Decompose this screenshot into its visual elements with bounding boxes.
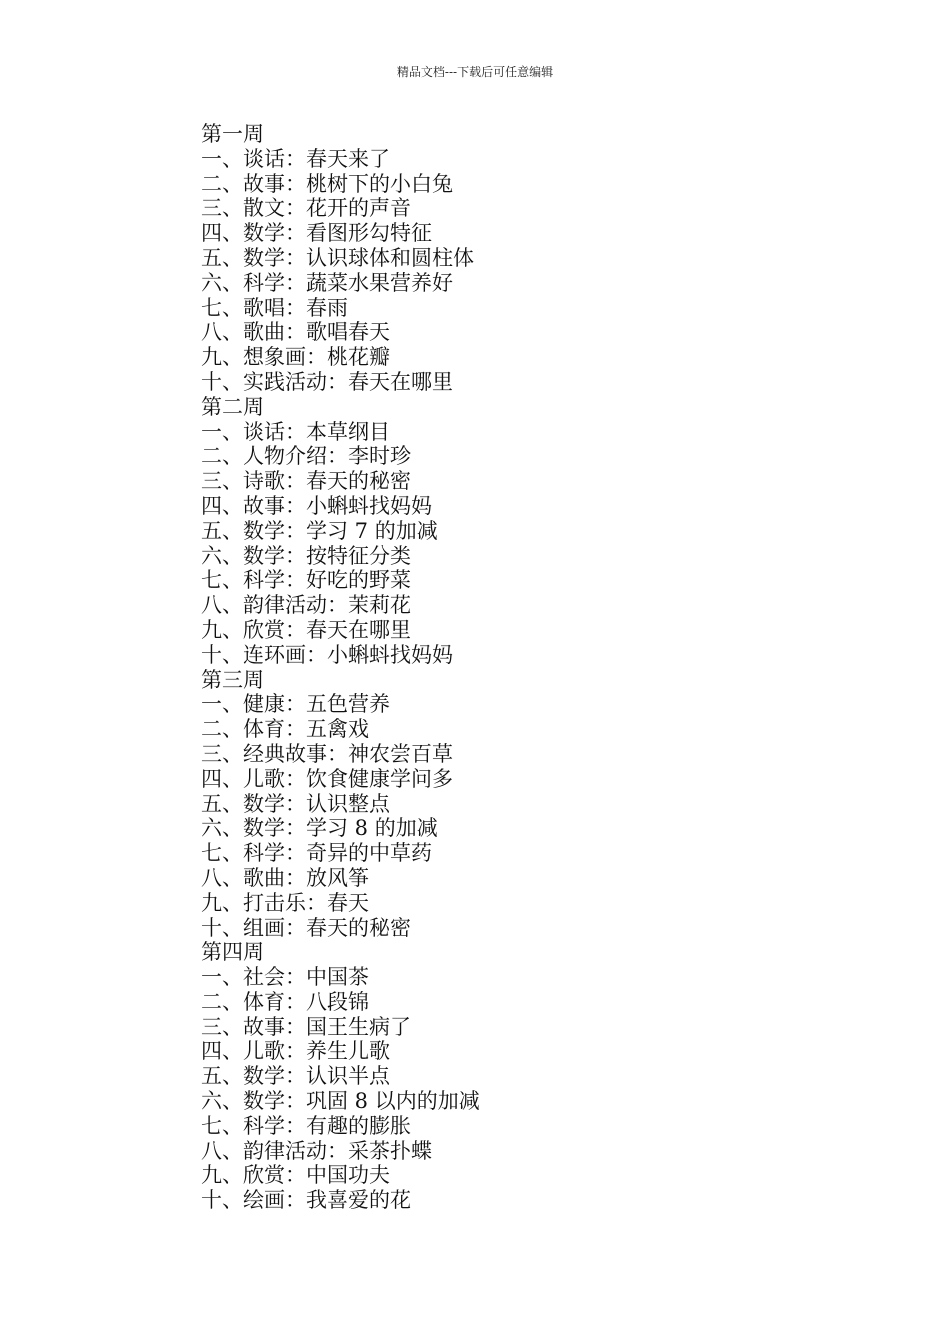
lesson-item: 十、绘画：我喜爱的花 — [201, 1188, 411, 1213]
lesson-item: 三、故事：国王生病了 — [201, 1014, 411, 1039]
lesson-item: 二、体育：八段锦 — [201, 989, 369, 1014]
lesson-item: 一、社会：中国茶 — [201, 965, 369, 990]
week-title: 第二周 — [201, 394, 264, 419]
lesson-item: 七、科学：有趣的膨胀 — [201, 1113, 411, 1138]
page-header-text: 精品文档---下载后可任意编辑 — [396, 65, 554, 79]
lesson-item: 三、经典故事：神农尝百草 — [201, 741, 453, 766]
lesson-item: 十、组画：春天的秘密 — [201, 915, 411, 940]
lesson-item: 二、体育：五禽戏 — [201, 717, 369, 742]
lesson-item: 六、数学：巩固 8 以内的加减 — [201, 1089, 480, 1114]
lesson-item: 三、散文：花开的声音 — [201, 196, 411, 221]
lesson-item: 八、歌曲：放风筝 — [201, 865, 369, 890]
lesson-item: 二、故事：桃树下的小白兔 — [201, 171, 453, 196]
lesson-item: 六、科学：蔬菜水果营养好 — [201, 270, 453, 295]
lesson-item: 四、儿歌：饮食健康学问多 — [201, 766, 453, 791]
lesson-item: 八、韵律活动：采茶扑蝶 — [201, 1138, 432, 1163]
lesson-item: 五、数学：认识半点 — [201, 1064, 390, 1089]
lesson-item: 七、科学：好吃的野菜 — [201, 568, 411, 593]
lesson-item: 四、故事：小蝌蚪找妈妈 — [201, 493, 432, 518]
lesson-item: 五、数学：认识球体和圆柱体 — [201, 245, 474, 270]
lesson-item: 十、实践活动：春天在哪里 — [201, 369, 453, 394]
lesson-item: 四、儿歌：养生儿歌 — [201, 1039, 390, 1064]
lesson-item: 一、健康：五色营养 — [201, 692, 390, 717]
lesson-item: 一、谈话：本草纲目 — [201, 419, 390, 444]
lesson-item: 九、想象画：桃花瓣 — [201, 345, 390, 370]
lesson-item: 五、数学：学习 7 的加减 — [201, 518, 438, 543]
lesson-item: 四、数学：看图形勾特征 — [201, 221, 432, 246]
lesson-item: 三、诗歌：春天的秘密 — [201, 469, 411, 494]
lesson-item: 九、欣赏：中国功夫 — [201, 1163, 390, 1188]
lesson-item: 二、人物介绍：李时珍 — [201, 444, 411, 469]
week-title: 第一周 — [201, 122, 264, 146]
lesson-item: 九、欣赏：春天在哪里 — [201, 617, 411, 642]
lesson-item: 七、歌唱：春雨 — [201, 295, 348, 320]
lesson-item: 八、歌曲：歌唱春天 — [201, 320, 390, 345]
lesson-item: 五、数学：认识整点 — [201, 791, 390, 816]
lesson-item: 六、数学：学习 8 的加减 — [201, 816, 438, 841]
week-title: 第四周 — [201, 940, 264, 965]
lesson-item: 十、连环画：小蝌蚪找妈妈 — [201, 642, 453, 667]
lesson-item: 六、数学：按特征分类 — [201, 543, 411, 568]
lesson-item: 八、韵律活动：茉莉花 — [201, 593, 411, 618]
lesson-item: 九、打击乐：春天 — [201, 890, 369, 915]
document-body — [201, 122, 821, 1213]
lesson-item: 一、谈话：春天来了 — [201, 146, 390, 171]
week-title: 第三周 — [201, 667, 264, 692]
lesson-item: 七、科学：奇异的中草药 — [201, 841, 432, 866]
